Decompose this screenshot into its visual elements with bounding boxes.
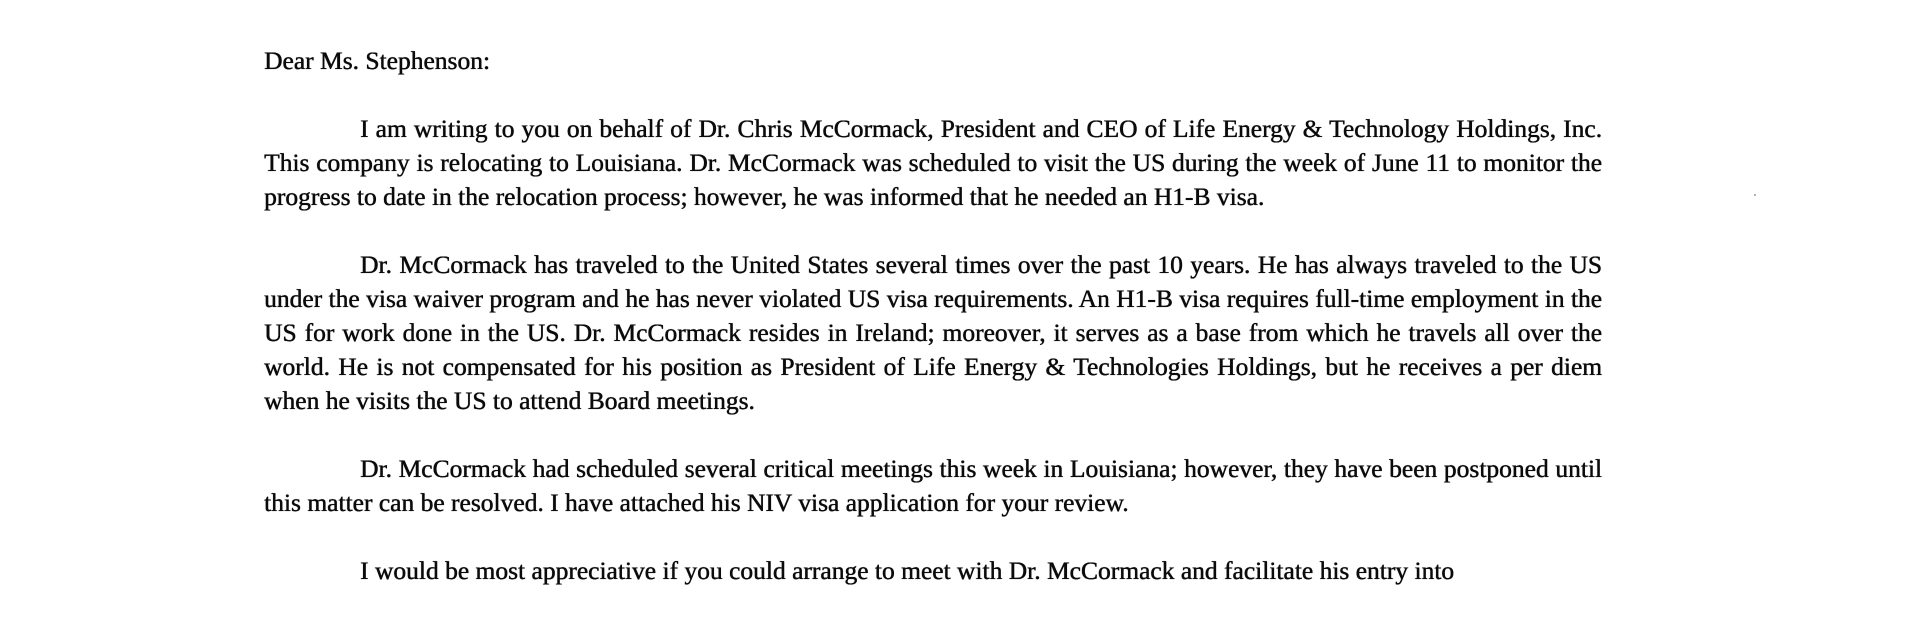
paragraph-request: I would be most appreciative if you could arrange to meet with Dr. McCormack and facilitate his entry into [360, 556, 1455, 585]
paragraph-meetings: Dr. McCormack had scheduled several critical meetings this week in Louisiana; however, they have been postponed until this matter can be resolved. I have attached his NIV visa application for your review. [264, 454, 1602, 517]
salutation: Dear Ms. Stephenson: [264, 46, 490, 75]
paragraph-travel-history: Dr. McCormack has traveled to the United States several times over the past 10 years. He has always traveled to the US under the visa waiver program and he has never violated US visa requirements. An H1-B visa requires full-time employment in the US for work done in the US. Dr. McCormack resides in Ireland; moreover, it serves as a base from which he travels all over the world. He is not compensated for his position as President of Life Energy & Technologies Holdings, but he receives a per diem when he visits the US to attend Board meetings. [264, 250, 1602, 415]
paragraph-relocation: I am writing to you on behalf of Dr. Chris McCormack, President and CEO of Life Energy & Technology Holdings, Inc. This company is relocating to Louisiana. Dr. McCormack was scheduled to visit the US during the week of June 11 to monitor the progress to date in the relocation process; however, he was informed that he needed an H1-B visa. [264, 114, 1602, 211]
letter-body [264, 44, 1602, 622]
scan-speck [1754, 194, 1756, 196]
